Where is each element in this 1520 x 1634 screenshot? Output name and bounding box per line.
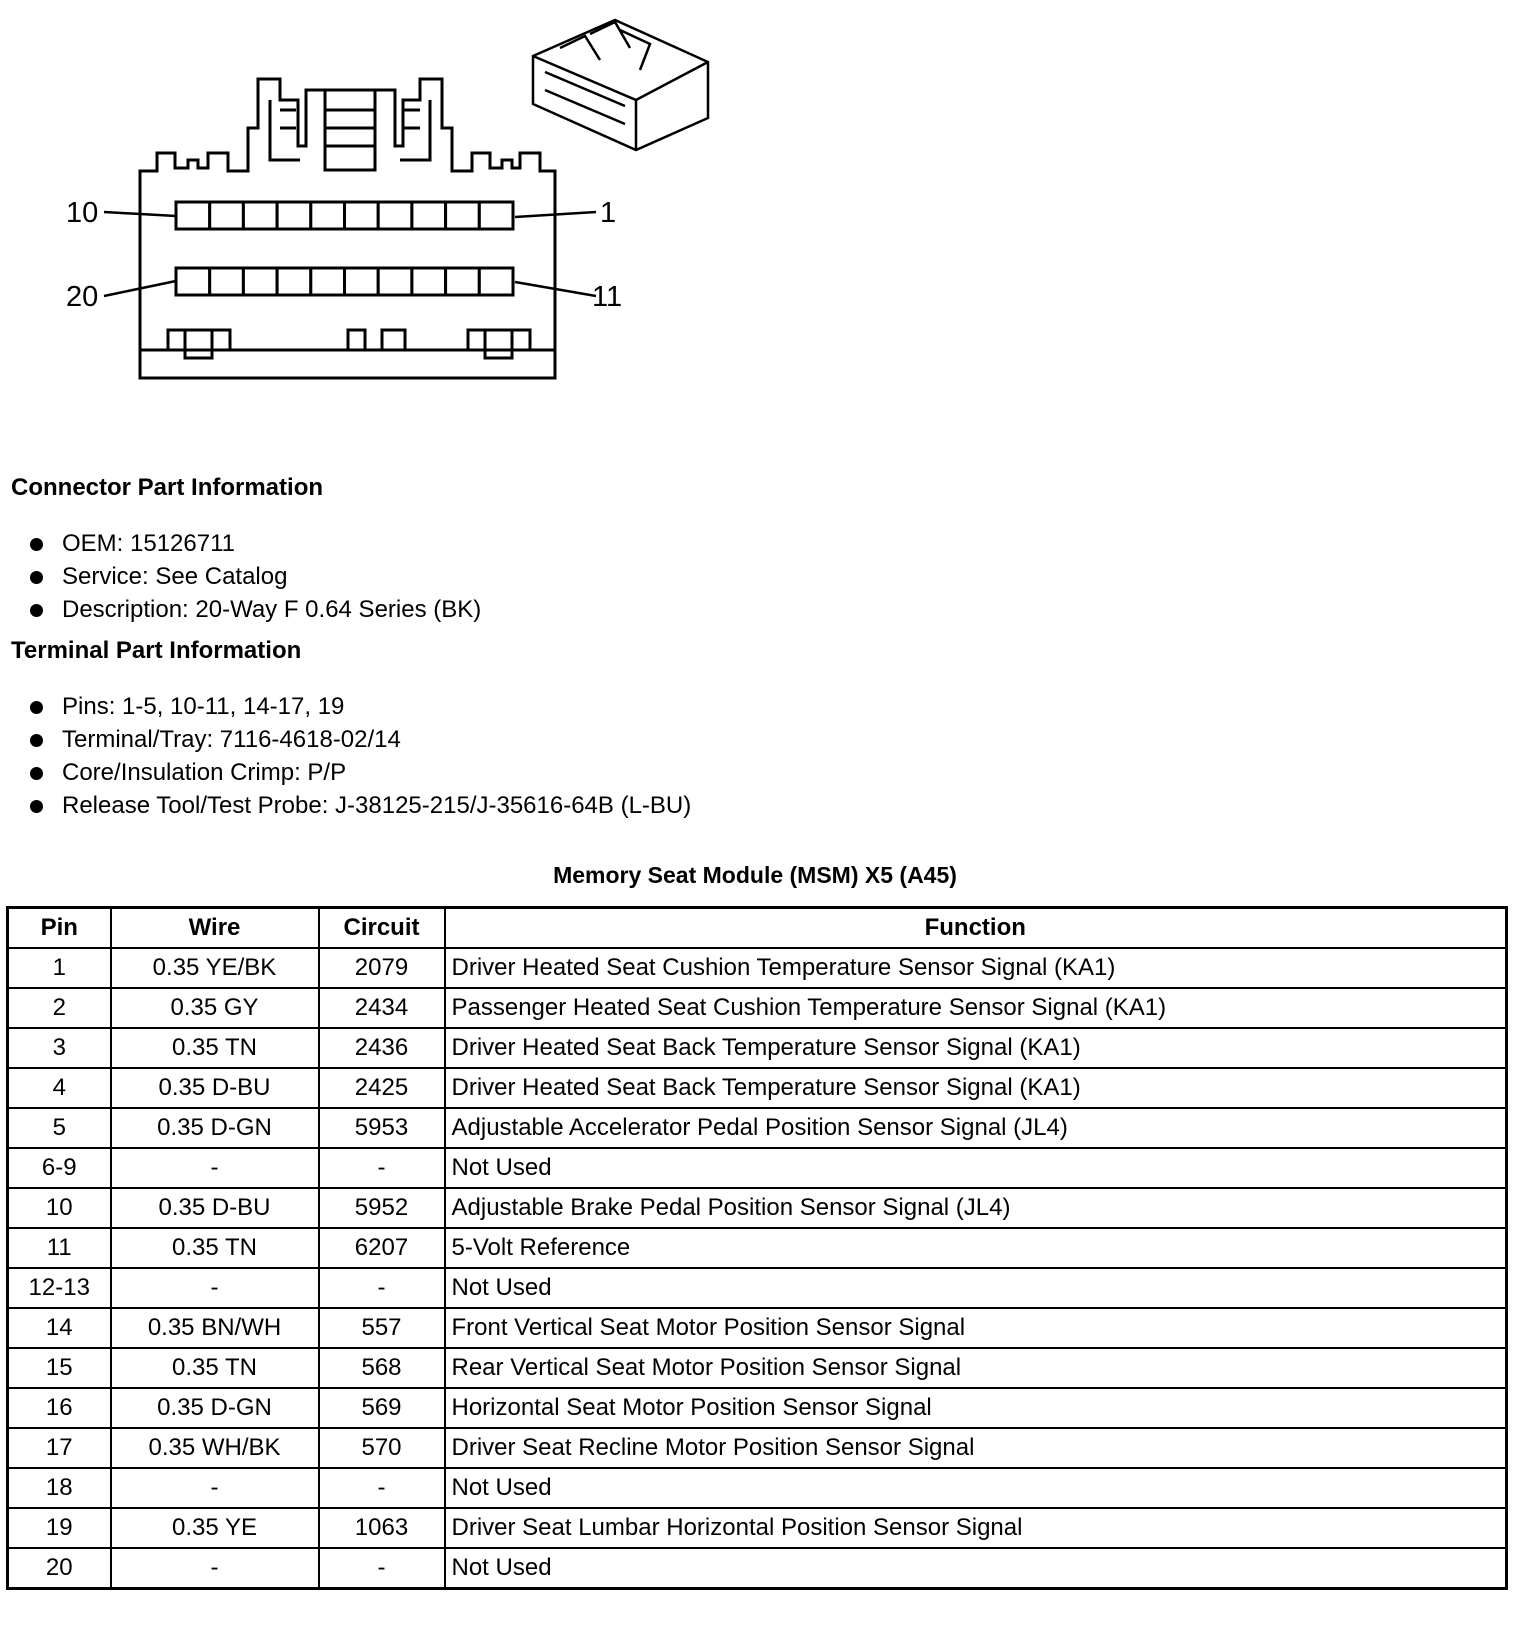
cell-wire: 0.35 WH/BK [111, 1428, 319, 1468]
table-row [8, 1508, 1507, 1548]
table-row [8, 1308, 1507, 1348]
header-pin: Pin [8, 908, 111, 949]
cell-function: Not Used [445, 1268, 1507, 1308]
table-title: Memory Seat Module (MSM) X5 (A45) [553, 862, 957, 888]
cell-wire: 0.35 TN [111, 1348, 319, 1388]
header-wire: Wire [111, 908, 319, 949]
table-row [8, 948, 1507, 988]
pin-label-1: 1 [600, 197, 617, 229]
cell-function: Not Used [445, 1548, 1507, 1589]
cell-circuit: 2434 [319, 988, 445, 1028]
pin-cavity [176, 202, 210, 229]
pin-cavity [378, 268, 412, 295]
cell-function: Driver Seat Recline Motor Position Sensor Signal [445, 1428, 1507, 1468]
cell-circuit: 1063 [319, 1508, 445, 1548]
cell-circuit: - [319, 1148, 445, 1188]
cell-function: Driver Heated Seat Cushion Temperature Sensor Signal (KA1) [445, 948, 1507, 988]
connector-part-info-title: Connector Part Information [11, 474, 324, 501]
table-row [8, 1228, 1507, 1268]
cell-function: Driver Heated Seat Back Temperature Sensor Signal (KA1) [445, 1068, 1507, 1108]
cell-function: Front Vertical Seat Motor Position Sensor Signal [445, 1308, 1507, 1348]
table-row [8, 1468, 1507, 1508]
cell-function: Passenger Heated Seat Cushion Temperature Sensor Signal (KA1) [445, 988, 1507, 1028]
cell-function: Driver Seat Lumbar Horizontal Position Sensor Signal [445, 1508, 1507, 1548]
cell-pin: 12-13 [8, 1268, 111, 1308]
table-row [8, 1428, 1507, 1468]
cell-wire: 0.35 D-GN [111, 1108, 319, 1148]
pinout-table [6, 906, 1508, 1590]
pin-cavity [446, 268, 480, 295]
cell-pin: 10 [8, 1188, 111, 1228]
list-item: Pins: 1-5, 10-11, 14-17, 19 [30, 690, 691, 723]
cell-circuit: 6207 [319, 1228, 445, 1268]
pin-cavity [479, 202, 513, 229]
pin-label-10: 10 [66, 197, 99, 229]
header-circuit: Circuit [319, 908, 445, 949]
cell-pin: 17 [8, 1428, 111, 1468]
pin-cavity [479, 268, 513, 295]
cell-pin: 15 [8, 1348, 111, 1388]
bottom-keying [140, 330, 555, 358]
connector-part-info-list [30, 527, 481, 626]
table-row [8, 1148, 1507, 1188]
pin-cavity [345, 268, 379, 295]
pin-cavity [345, 202, 379, 229]
table-header-row [8, 908, 1507, 949]
table-body [8, 948, 1507, 1589]
cell-pin: 4 [8, 1068, 111, 1108]
cell-function: Rear Vertical Seat Motor Position Sensor Signal [445, 1348, 1507, 1388]
terminal-part-info-title: Terminal Part Information [11, 637, 302, 664]
table-row [8, 1548, 1507, 1589]
cell-wire: 0.35 YE [111, 1508, 319, 1548]
list-item: Release Tool/Test Probe: J-38125-215/J-35616-64B (L-BU) [30, 789, 691, 822]
cell-pin: 3 [8, 1028, 111, 1068]
pin-cavity [412, 202, 446, 229]
table-row [8, 1068, 1507, 1108]
cell-circuit: 2425 [319, 1068, 445, 1108]
pin-cavity [446, 202, 480, 229]
cell-wire: 0.35 TN [111, 1228, 319, 1268]
header-function: Function [445, 908, 1507, 949]
pin-cavity [311, 268, 345, 295]
cell-wire: - [111, 1148, 319, 1188]
cell-wire: - [111, 1268, 319, 1308]
pin-cavity [243, 268, 277, 295]
cell-wire: 0.35 BN/WH [111, 1308, 319, 1348]
cell-wire: 0.35 GY [111, 988, 319, 1028]
cell-circuit: 5953 [319, 1108, 445, 1148]
cell-pin: 20 [8, 1548, 111, 1589]
cell-function: Driver Heated Seat Back Temperature Sensor Signal (KA1) [445, 1028, 1507, 1068]
table-row [8, 1188, 1507, 1228]
cell-circuit: 2079 [319, 948, 445, 988]
pin-cavity [243, 202, 277, 229]
cell-pin: 18 [8, 1468, 111, 1508]
table-row [8, 1348, 1507, 1388]
cell-pin: 2 [8, 988, 111, 1028]
table-row [8, 1108, 1507, 1148]
cell-wire: 0.35 D-BU [111, 1068, 319, 1108]
cell-wire: 0.35 D-GN [111, 1388, 319, 1428]
pin-label-11: 11 [592, 281, 623, 313]
pin-cavity [210, 268, 244, 295]
cell-circuit: 2436 [319, 1028, 445, 1068]
list-item: Description: 20-Way F 0.64 Series (BK) [30, 593, 481, 626]
connector-iso-sketch [533, 20, 708, 150]
cell-wire: - [111, 1468, 319, 1508]
table-row [8, 1268, 1507, 1308]
cell-pin: 5 [8, 1108, 111, 1148]
cell-circuit: 5952 [319, 1188, 445, 1228]
pin-cavity [311, 202, 345, 229]
pin-cavity [277, 202, 311, 229]
pin-cavity [176, 268, 210, 295]
cell-wire: 0.35 YE/BK [111, 948, 319, 988]
cell-pin: 14 [8, 1308, 111, 1348]
table-row [8, 1388, 1507, 1428]
cell-pin: 1 [8, 948, 111, 988]
cell-wire: - [111, 1548, 319, 1589]
connector-diagram [0, 0, 760, 430]
pin-cavities [176, 202, 513, 295]
cell-circuit: 568 [319, 1348, 445, 1388]
cell-circuit: - [319, 1468, 445, 1508]
cell-function: Horizontal Seat Motor Position Sensor Signal [445, 1388, 1507, 1428]
list-item: Service: See Catalog [30, 560, 481, 593]
cell-function: Not Used [445, 1468, 1507, 1508]
cell-circuit: - [319, 1548, 445, 1589]
cell-circuit: 569 [319, 1388, 445, 1428]
center-latch [325, 90, 375, 170]
cell-wire: 0.35 TN [111, 1028, 319, 1068]
cell-function: Not Used [445, 1148, 1507, 1188]
cell-pin: 19 [8, 1508, 111, 1548]
pin-cavity [277, 268, 311, 295]
pin-label-20: 20 [66, 281, 99, 313]
cell-wire: 0.35 D-BU [111, 1188, 319, 1228]
cell-circuit: 570 [319, 1428, 445, 1468]
table-row [8, 1028, 1507, 1068]
cell-function: 5-Volt Reference [445, 1228, 1507, 1268]
pin-cavity [412, 268, 446, 295]
cell-circuit: 557 [319, 1308, 445, 1348]
cell-function: Adjustable Brake Pedal Position Sensor Signal (JL4) [445, 1188, 1507, 1228]
list-item: Terminal/Tray: 7116-4618-02/14 [30, 723, 691, 756]
list-item: Core/Insulation Crimp: P/P [30, 756, 691, 789]
cell-pin: 11 [8, 1228, 111, 1268]
list-item: OEM: 15126711 [30, 527, 481, 560]
left-latch-detail [270, 100, 300, 160]
cell-function: Adjustable Accelerator Pedal Position Sensor Signal (JL4) [445, 1108, 1507, 1148]
table-row [8, 988, 1507, 1028]
cell-pin: 6-9 [8, 1148, 111, 1188]
terminal-part-info-list [30, 690, 691, 822]
pin-cavity [210, 202, 244, 229]
cell-pin: 16 [8, 1388, 111, 1428]
pin-cavity [378, 202, 412, 229]
cell-circuit: - [319, 1268, 445, 1308]
